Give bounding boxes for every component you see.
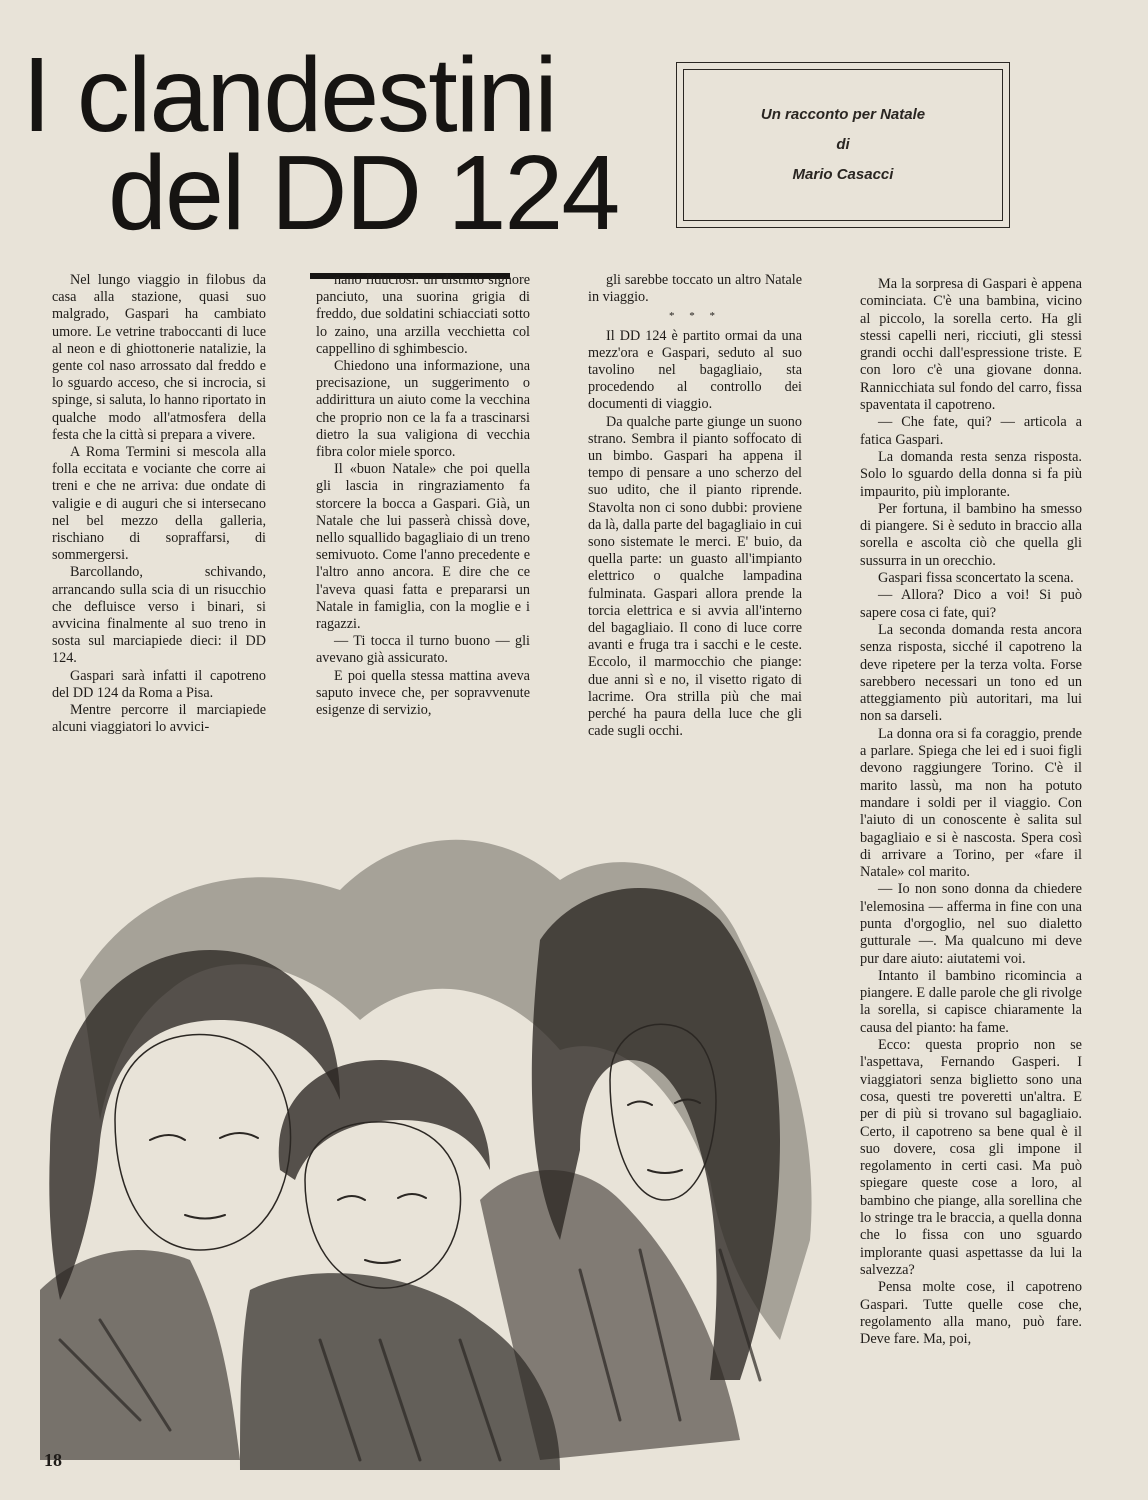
paragraph: Gaspari sarà infatti il capotreno del DD 124 da Roma a Pisa. xyxy=(52,667,266,701)
mother-mouth xyxy=(648,1170,682,1173)
paragraph: La domanda resta senza risposta. Solo lo sguardo della donna si fa più impaurito, più implorante. xyxy=(860,448,1082,500)
paragraph: nano fiduciosi: un distinto signore panciuto, una suorina grigia di freddo, due soldatini schiacciati sotto lo zaino, una arzilla vecchietta col cappellino di sghimbescio. xyxy=(316,272,530,357)
byline-author: Mario Casacci xyxy=(792,166,894,183)
page-number: 18 xyxy=(44,1450,62,1470)
ink-illustration xyxy=(20,820,840,1480)
paragraph: Gaspari fissa sconcertato la scena. xyxy=(878,570,1074,587)
girl-coat xyxy=(40,1250,240,1460)
paragraph: Per fortuna, il bambino ha smesso di piangere. Si è seduto in braccio alla sorella e ascolta ciò che quella gli sussurra in un orecchio. xyxy=(860,500,1082,569)
paragraph: Il DD 124 è partito ormai da una mezz'ora e Gaspari, seduto al suo tavolino nel bagagliaio, sta procedendo al controllo dei documenti di viaggio. xyxy=(588,327,802,413)
text-column-3 xyxy=(588,272,802,740)
paragraph: — Io non sono donna da chiedere l'elemosina — afferma in fine con una punta d'orgoglio, nel suo dialetto gutturale —. Ma qualcuno mi deve pur dare aiuto: aiutatemi voi. xyxy=(860,881,1082,967)
paragraph: Ma la sorpresa di Gaspari è appena cominciata. C'è una bambina, vicino al piccolo, la sorella certo. Ha gli stessi capelli neri, ricciuti, gli stessi grandi occhi dall'espressione triste. E con loro c'è una giovane donna. Rannicchiata sul fondo del carro, fissa spaventata il capotreno. xyxy=(860,276,1082,414)
paragraph: Ecco: questa proprio non se l'aspettava, Fernando Gasperi. I viaggiatori senza biglietto sono una cosa, questi tre poveretti un'altra. E per di più si trovano sul bagagliaio. Certo, il capotreno sa bene qual è il suo dovere, cosa gli impone il regolamento in certi casi. Ma può spiegare queste cose a loro, al bambino che piange, alla sorellina che lo stringe tra le braccia, a quella donna che lo fissa con uno sguardo implorante quasi aspettasse da lui la salvezza? xyxy=(860,1037,1082,1278)
paragraph: Mentre percorre il marciapiede alcuni viaggiatori lo avvici- xyxy=(52,702,266,736)
paragraph: — Che fate, qui? — articola a fatica Gaspari. xyxy=(860,414,1082,448)
paragraph: Chiedono una informazione, una precisazione, un suggerimento o addirittura un aiuto come la vecchina che proprio non ce la fa a trascinarsi dietro la sua valigiona di vecchia fibra color miele sporco. xyxy=(316,358,530,461)
text-column-4 xyxy=(860,276,1082,1348)
paragraph: Da qualche parte giunge un suono strano. Sembra il pianto soffocato di un bimbo. Gaspari ha appena il tempo di pensare a uno scherzo del suo udito, che il pianto riprende. Stavolta non ci sono dubbi: proviene da là, dalla parte del bagagliaio in cui sono sistemate le merci. E' buio, da quella parte: un guasto all'impianto elettrico o qualche lampadina fulminata. Gaspari allora prende la torcia elettrica e si avvia all'interno del bagagliaio. Il cono di luce corre avanti e fruga tra i sacchi e le ceste. Eccolo, il marmocchio che piange: due anni sì e no, il visetto rigato di lacrime. Ora strilla più che mai perché ha paura della luce che gli cade sugli occhi. xyxy=(588,413,802,740)
paragraph: Pensa molte cose, il capotreno Gaspari. Tutte quelle cose che, regolamento alla mano, può fare. Deve fare. Ma, poi, xyxy=(860,1279,1082,1348)
paragraph: A Roma Termini si mescola alla folla eccitata e vociante che corre ai treni e che ne arriva: due ondate di valigie e di auguri che si intersecano nel bel mezzo della galleria, rischiano di sopraffarsi, di sommergersi. xyxy=(52,444,266,564)
paragraph: La donna ora si fa coraggio, prende a parlare. Spiega che lei ed i suoi figli devono raggiungere Torino. C'è il marito lassù, ma non ha potuto mandare i soldi per il viaggio. Con l'aiuto di un conoscente è salita sul bagagliaio e si è nascosta. Spera così di arrivare a Torino, per «fare il Natale» col marito. xyxy=(860,725,1082,881)
byline-subtitle: Un racconto per Natale xyxy=(760,106,926,123)
paragraph: Nel lungo viaggio in filobus da casa alla stazione, quasi suo malgrado, Gaspari ha cambiato umore. Le vetrine traboccanti di luce al neon e di ghiottonerie natalizie, la gente col naso arrossato dal freddo e lo sguardo acceso, che si incrocia, si spinge, si saluta, lo hanno riportato in qualche modo all'atmosfera della festa che la città si prepara a vivere. xyxy=(52,272,266,443)
paragraph: Il «buon Natale» che poi quella gli lascia in ringraziamento fa storcere la bocca a Gaspari. Già, un Natale che lui passerà chissà dove, nello squallido bagagliaio di un treno semivuoto. Come l'anno precedente e l'altro anno ancora. E dire che ce l'aveva quasi fatta e prepararsi un Natale in famiglia, con la moglie e i ragazzi. xyxy=(316,461,530,633)
paragraph: — Allora? Dico a voi! Si può sapere cosa ci fate, qui? xyxy=(860,587,1082,621)
byline-box xyxy=(676,62,1010,228)
paragraph: E poi quella stessa mattina aveva saputo invece che, per sopravvenute esigenze di servizio, xyxy=(316,667,530,719)
section-separator: * * * xyxy=(669,310,721,323)
girl-eyes xyxy=(150,1133,258,1140)
byline-inner xyxy=(683,69,1003,221)
boy-hair xyxy=(279,1060,490,1180)
paragraph: gli sarebbe toccato un altro Natale in viaggio. xyxy=(588,272,802,306)
text-column-1 xyxy=(52,272,266,736)
article-title xyxy=(22,36,672,252)
boy-mouth xyxy=(365,1260,400,1263)
byline-di: di xyxy=(836,136,850,153)
paragraph: Intanto il bambino ricomincia a piangere. E dalle parole che gli rivolge la sorella, si capisce chiaramente la causa del pianto: ha fame. xyxy=(860,967,1082,1036)
text-column-2 xyxy=(316,272,530,719)
boy-eyes xyxy=(338,1194,426,1200)
paragraph: La seconda domanda resta ancora senza risposta, sicché il capotreno la deve ripetere per la terza volta. Forse sarebbero necessari un tono ed un atteggiamento più autoritari, ma lui non sa darseli. xyxy=(860,621,1082,725)
paragraph: Barcollando, schivando, arrancando sulla scia di un risucchio che defluisce verso i binari, si avvicina finalmente al suo treno in sosta sul marciapiede dieci: il DD 124. xyxy=(52,564,266,667)
title-line-1: I clandestini xyxy=(22,36,556,154)
title-line-2: del DD 124 xyxy=(108,134,619,252)
girl-mouth xyxy=(185,1215,225,1219)
paragraph: — Ti tocca il turno buono — gli avevano già assicurato. xyxy=(316,633,530,667)
